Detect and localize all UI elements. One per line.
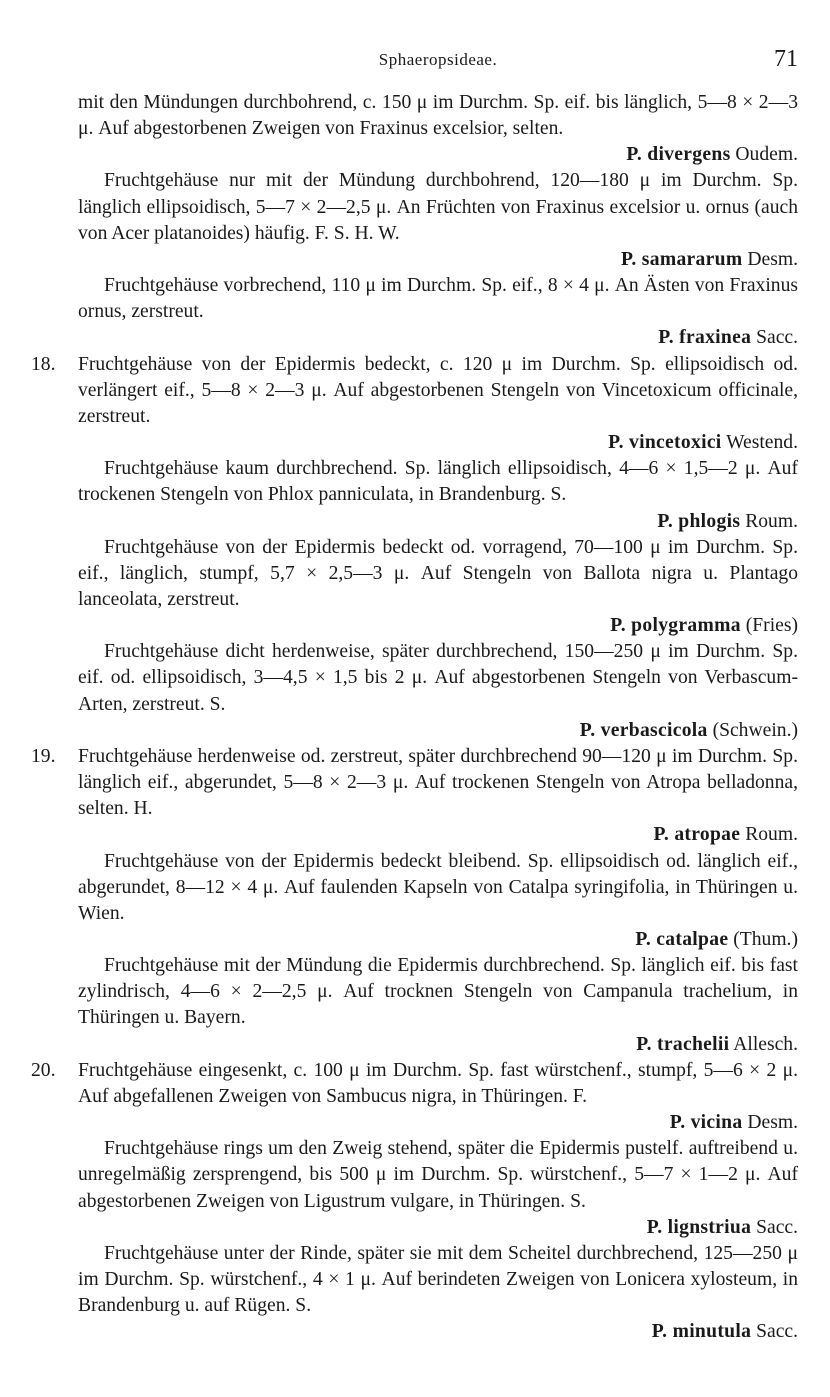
species-name: P. verbascicola	[579, 719, 708, 741]
species-citation	[78, 509, 798, 535]
entry-text: Fruchtgehäuse nur mit der Mündung durchbohrend, 120—180 μ im Durchm. Sp. länglich ellipsoidisch, 5—7 × 2—2,5 μ. An Früchten von Fraxinus excelsior u. ornus (auch von Acer platanoides) häufig. F. S. H. W.	[78, 170, 798, 244]
species-author: Roum.	[745, 510, 798, 532]
species-name: P. polygramma	[610, 615, 741, 637]
species-author: Allesch.	[733, 1033, 798, 1055]
species-name: P. minutula	[651, 1321, 752, 1343]
entry-text: Fruchtgehäuse mit der Mündung die Epidermis durchbrechend. Sp. länglich eif. bis fast zylindrisch, 4—6 × 2—2,5 μ. Auf trocknen Stengeln von Campanula trachelium, in Thüringen u. Bayern.	[78, 955, 798, 1029]
entry	[78, 456, 798, 534]
species-citation	[78, 718, 798, 744]
species-citation	[78, 1215, 798, 1241]
species-author: (Schwein.)	[712, 719, 798, 741]
species-name: P. catalpae	[635, 929, 729, 950]
species-author: (Fries)	[745, 615, 798, 637]
species-author: Westend.	[726, 432, 798, 454]
entry	[78, 849, 798, 954]
entry	[78, 953, 798, 1058]
species-citation	[78, 613, 798, 639]
entry-continuation	[78, 90, 798, 168]
species-author: Sacc.	[756, 1216, 798, 1238]
species-citation	[78, 1110, 798, 1136]
entry-text: Fruchtgehäuse herdenweise od. zerstreut, später durchbrechend 90—120 μ im Durchm. Sp. länglich eif., abgerundet, 5—8 × 2—3 μ. Auf trockenen Stengeln von Atropa belladonna, selten. H.	[78, 745, 798, 820]
page-number: 71	[774, 46, 798, 72]
key-number: 20.	[31, 1059, 56, 1081]
entry-text: Fruchtgehäuse eingesenkt, c. 100 μ im Durchm. Sp. fast würstchenf., stumpf, 5—6 × 2 μ. Auf abgefallenen Zweigen von Sambucus nigra, in Thüringen. F.	[78, 1059, 798, 1107]
entry	[78, 535, 798, 640]
entry-text: mit den Mündungen durchbohrend, c. 150 μ im Durchm. Sp. eif. bis länglich, 5—8 × 2—3 μ. Auf abgestorbenen Zweigen von Fraxinus excelsior, selten.	[78, 92, 798, 140]
entry-text: Fruchtgehäuse unter der Rinde, später sie mit dem Scheitel durchbrechend, 125—250 μ im Durchm. Sp. würstchenf., 4 × 1 μ. Auf berindeten Zweigen von Lonicera xylosteum, in Brandenburg u. auf Rügen. S.	[78, 1242, 798, 1317]
species-citation	[78, 325, 798, 351]
entry-text: Fruchtgehäuse von der Epidermis bedeckt, c. 120 μ im Durchm. Sp. ellipsoidisch od. verlängert eif., 5—8 × 2—3 μ. Auf abgestorbenen Stengeln von Vincetoxicum officinale, zerstreut.	[78, 353, 798, 427]
species-citation	[78, 927, 798, 953]
species-name: P. phlogis	[657, 510, 741, 532]
entry	[78, 168, 798, 273]
entry-text: Fruchtgehäuse von der Epidermis bedeckt bleibend. Sp. ellipsoidisch od. länglich eif., abgerundet, 8—12 × 4 μ. Auf faulenden Kapseln von Catalpa syringifolia, in Thüringen u. Wien.	[78, 850, 798, 924]
species-author: Roum.	[745, 824, 798, 846]
running-head: Sphaeropsideae.	[378, 50, 498, 69]
species-name: P. lignstriua	[646, 1216, 752, 1238]
species-citation	[78, 247, 798, 273]
entry-numbered	[31, 744, 798, 849]
entry-numbered	[31, 1058, 798, 1136]
entry-text: Fruchtgehäuse von der Epidermis bedeckt od. vorragend, 70—100 μ im Durchm. Sp. eif., länglich, stumpf, 5,7 × 2,5—3 μ. Auf Stengeln von Ballota nigra u. Plantago lanceolata, zerstreut.	[78, 536, 798, 610]
species-name: P. fraxinea	[658, 327, 752, 349]
species-author: Sacc.	[756, 327, 798, 349]
species-author: (Thum.)	[733, 929, 798, 950]
entry-text: Fruchtgehäuse vorbrechend, 110 μ im Durchm. Sp. eif., 8 × 4 μ. An Ästen von Fraxinus ornus, zerstreut.	[78, 275, 798, 323]
entry-text: Fruchtgehäuse kaum durchbrechend. Sp. länglich ellipsoidisch, 4—6 × 1,5—2 μ. Auf trockenen Stengeln von Phlox panniculata, in Brandenburg. S.	[78, 458, 798, 506]
species-name: P. vicina	[669, 1112, 743, 1134]
species-citation	[78, 1319, 798, 1345]
species-name: P. samararum	[620, 248, 743, 270]
entry	[78, 1136, 798, 1241]
species-name: P. divergens	[626, 144, 731, 166]
page-body	[31, 90, 798, 1346]
key-number: 19.	[31, 745, 56, 767]
entry-text: Fruchtgehäuse dicht herdenweise, später durchbrechend, 150—250 μ im Durchm. Sp. eif. od. ellipsoidisch, 3—4,5 × 1,5 bis 2 μ. Auf abgestorbenen Stengeln von Verbascum-Arten, zerstreut. S.	[78, 641, 798, 715]
species-author: Desm.	[747, 1112, 798, 1134]
entry-numbered	[31, 352, 798, 457]
entry	[78, 273, 798, 351]
page-header	[78, 46, 798, 80]
entry-text: Fruchtgehäuse rings um den Zweig stehend, später die Epidermis pustelf. auftreibend u. unregelmäßig zersprengend, bis 500 μ im Durchm. Sp. würstchenf., 5—7 × 1—2 μ. Auf abgestorbenen Zweigen von Ligustrum vulgare, in Thüringen. S.	[78, 1138, 798, 1212]
key-number: 18.	[31, 353, 56, 375]
species-name: P. vincetoxici	[608, 432, 722, 454]
species-name: P. atropae	[653, 824, 741, 846]
entry	[78, 1241, 798, 1346]
species-author: Oudem.	[735, 144, 798, 166]
entry	[78, 639, 798, 744]
species-author: Desm.	[747, 248, 798, 270]
species-citation	[78, 822, 798, 848]
species-citation	[78, 430, 798, 456]
species-name: P. trachelii	[636, 1033, 730, 1055]
species-citation	[78, 1032, 798, 1058]
species-author: Sacc.	[756, 1321, 798, 1343]
species-citation	[78, 142, 798, 168]
